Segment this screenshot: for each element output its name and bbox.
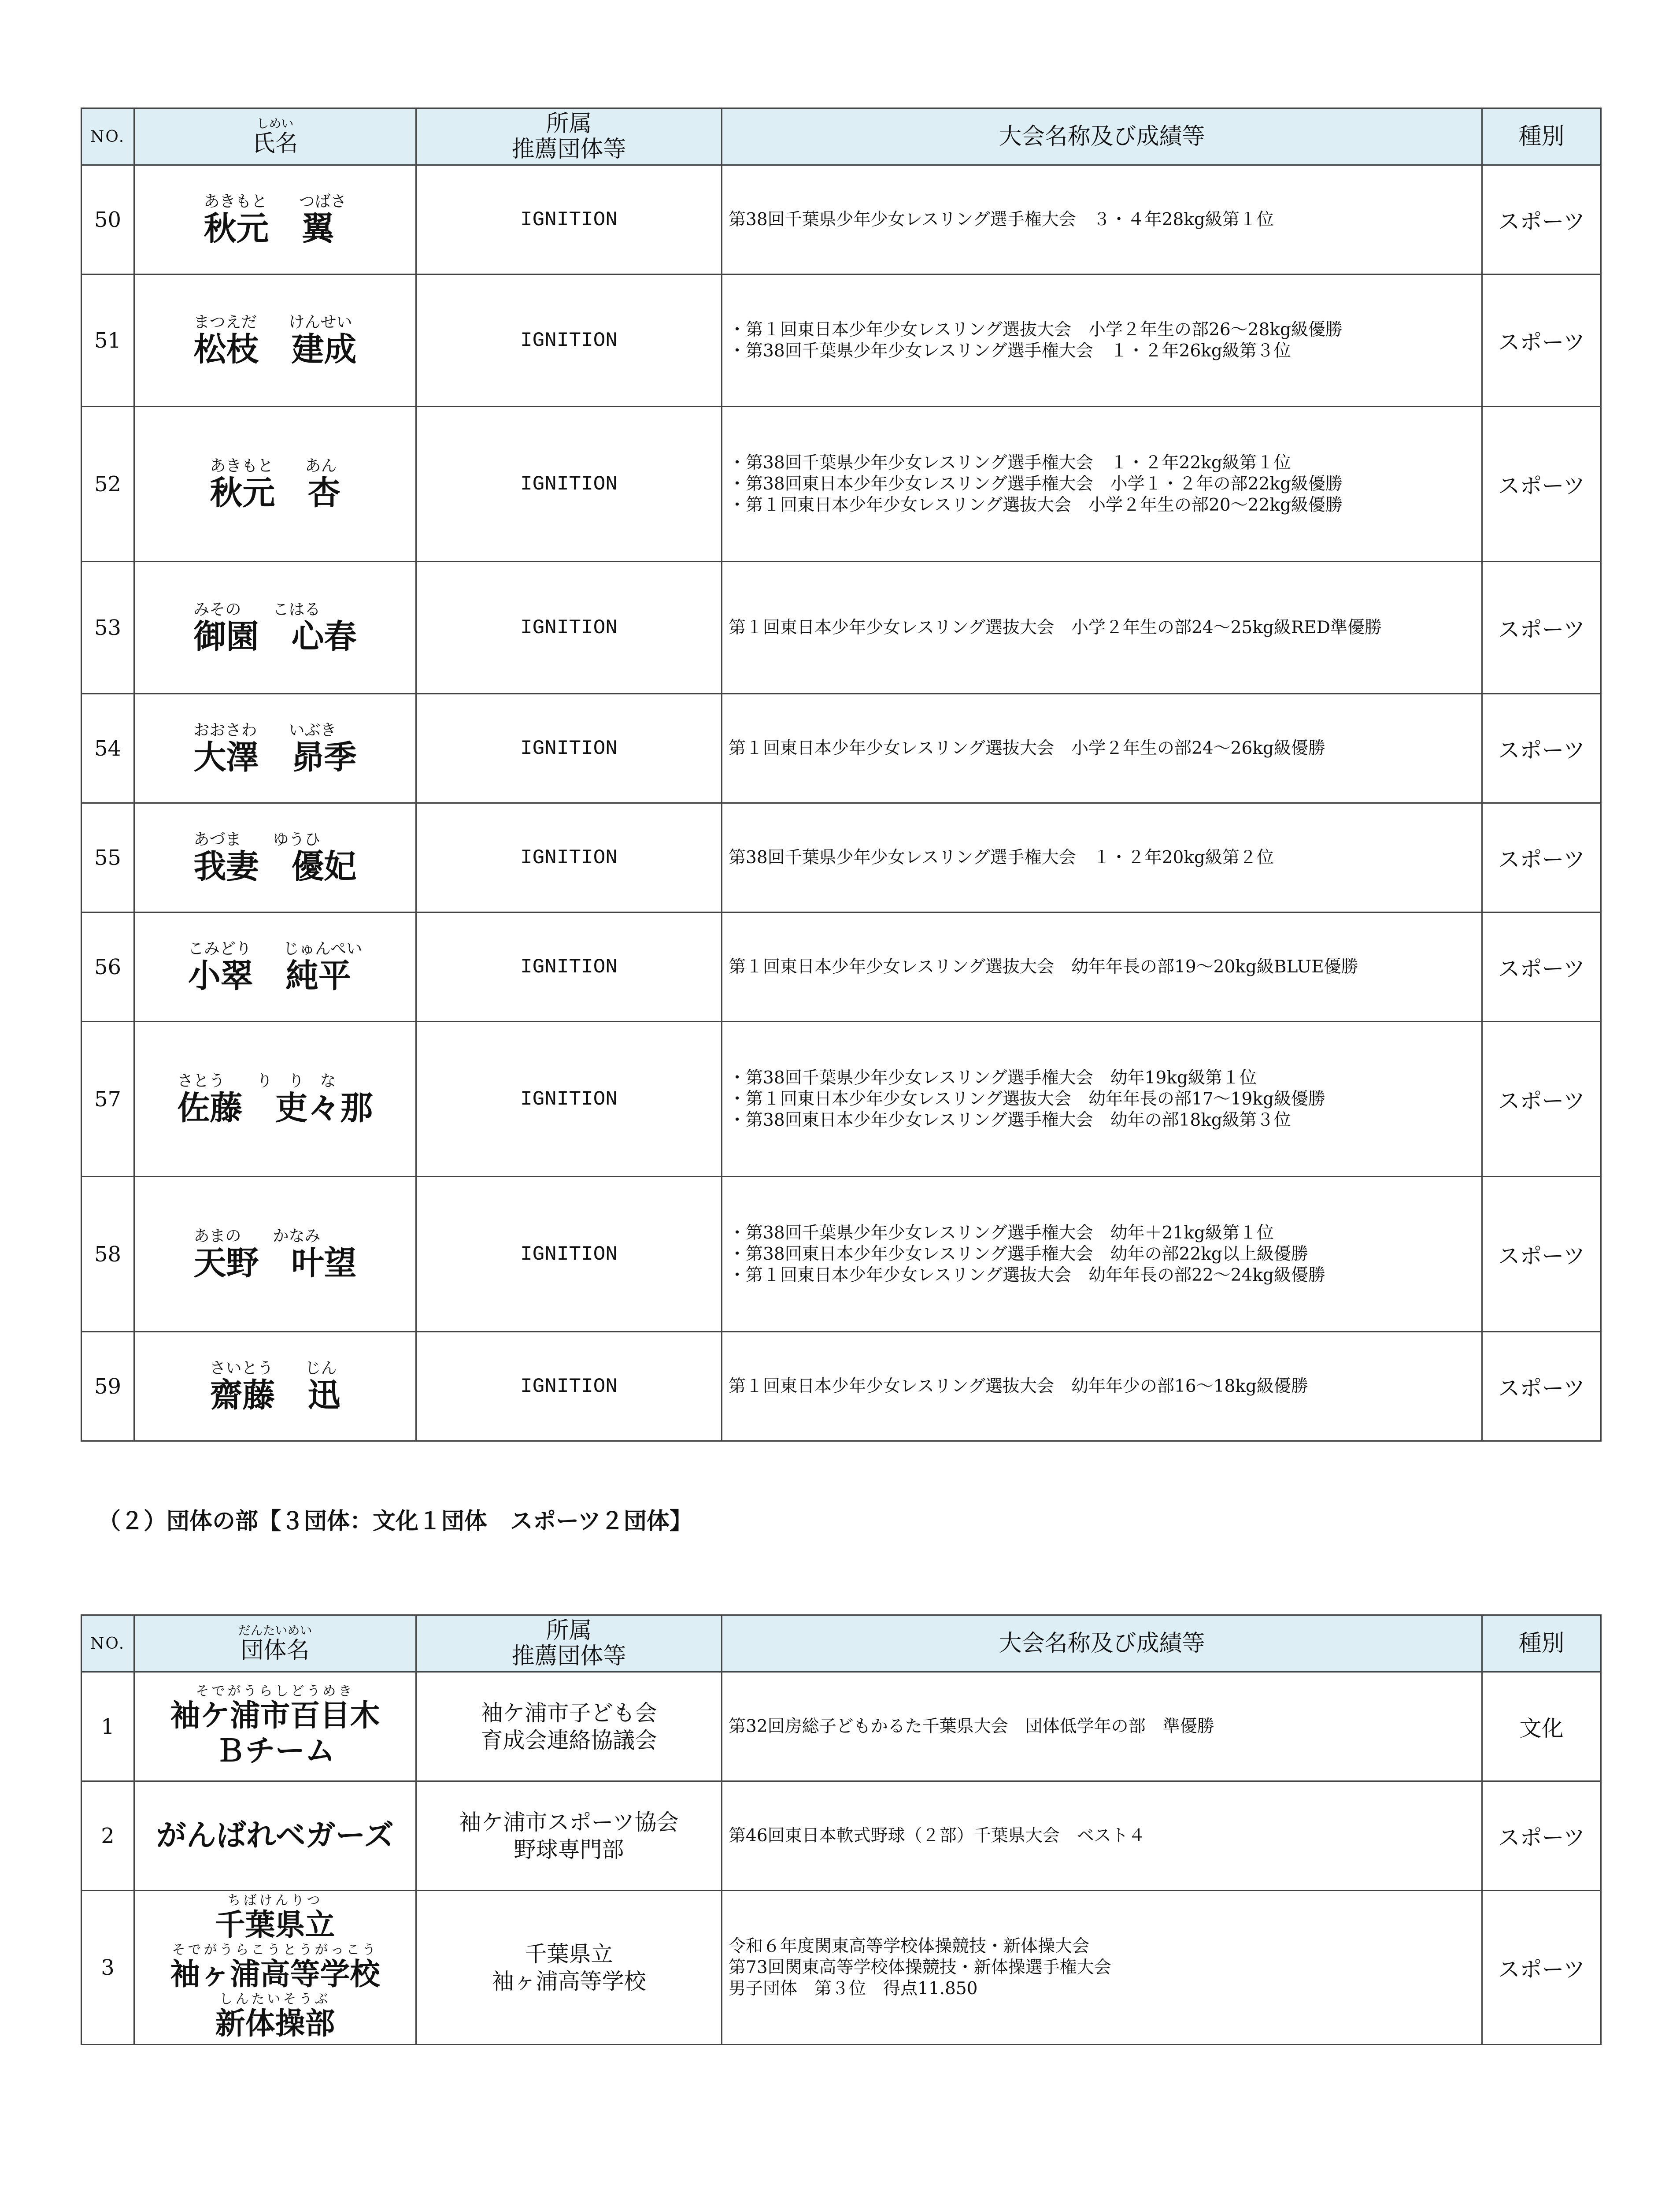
category-cell: スポーツ bbox=[1482, 1022, 1601, 1177]
org-cell bbox=[416, 1781, 722, 1891]
name-cell bbox=[134, 1672, 416, 1781]
org-line: 袖ケ浦市スポーツ協会 bbox=[459, 1809, 679, 1835]
person-name bbox=[194, 601, 357, 655]
name-cell bbox=[134, 1177, 416, 1332]
header-name-label: 団体名 bbox=[241, 1637, 310, 1664]
group-name-line: 新体操部 bbox=[215, 2006, 335, 2041]
name-kanji: 御園 心春 bbox=[193, 617, 357, 656]
category-cell: スポーツ bbox=[1482, 1177, 1601, 1332]
details-cell bbox=[722, 803, 1482, 912]
category-cell: スポーツ bbox=[1482, 912, 1601, 1022]
category-cell: スポーツ bbox=[1482, 803, 1601, 912]
category-cell: スポーツ bbox=[1482, 1891, 1601, 2045]
detail-line: ・第１回東日本少年少女レスリング選抜大会 小学２年生の部20〜22kg級優勝 bbox=[729, 495, 1343, 515]
category-cell: 文化 bbox=[1482, 1672, 1601, 1781]
name-ruby: みその こはる bbox=[193, 600, 321, 619]
detail-line: 第32回房総子どもかるた千葉県大会 団体低学年の部 準優勝 bbox=[729, 1716, 1214, 1736]
table-row bbox=[81, 274, 1601, 407]
name-cell bbox=[134, 407, 416, 562]
row-number: 1 bbox=[81, 1672, 134, 1781]
row-number: 58 bbox=[81, 1177, 134, 1332]
org-cell bbox=[416, 1672, 722, 1781]
name-ruby: あまの かなみ bbox=[193, 1227, 321, 1245]
name-ruby: さとう り り な bbox=[177, 1072, 336, 1090]
org-cell: IGNITION bbox=[416, 1332, 722, 1441]
name-ruby: あきもと つばさ bbox=[204, 192, 347, 211]
header-category-label: 種別 bbox=[1518, 123, 1565, 150]
group-name-line: 袖ヶ浦高等学校 bbox=[170, 1957, 380, 1992]
table-row bbox=[81, 1891, 1601, 2045]
details-cell bbox=[722, 1332, 1482, 1441]
details-cell bbox=[722, 1891, 1482, 2045]
row-number: 2 bbox=[81, 1781, 134, 1891]
org-cell: IGNITION bbox=[416, 912, 722, 1022]
row-number: 52 bbox=[81, 407, 134, 562]
detail-line: 第１回東日本少年少女レスリング選抜大会 幼年年長の部19〜20kg級BLUE優勝 bbox=[729, 957, 1358, 977]
name-cell bbox=[134, 1332, 416, 1441]
group-name-line: がんばれベガーズ bbox=[156, 1818, 394, 1853]
header-name bbox=[134, 108, 416, 165]
category-cell: スポーツ bbox=[1482, 407, 1601, 562]
name-cell bbox=[134, 165, 416, 274]
group-name bbox=[156, 1818, 394, 1854]
detail-line: ・第38回千葉県少年少女レスリング選手権大会 幼年19kg級第１位 bbox=[729, 1068, 1257, 1088]
detail-line: ・第１回東日本少年少女レスリング選抜大会 幼年年長の部22〜24kg級優勝 bbox=[729, 1265, 1325, 1285]
group-table bbox=[81, 1614, 1602, 2045]
header-org bbox=[416, 1615, 722, 1672]
name-ruby: さいとう じん bbox=[210, 1359, 337, 1377]
category-cell: スポーツ bbox=[1482, 562, 1601, 694]
header-name-ruby: しめい bbox=[256, 116, 294, 131]
details-cell bbox=[722, 274, 1482, 407]
detail-line: 男子団体 第３位 得点11.850 bbox=[729, 1978, 978, 1999]
details-cell bbox=[722, 1672, 1482, 1781]
details-cell bbox=[722, 694, 1482, 803]
category-cell: スポーツ bbox=[1482, 165, 1601, 274]
name-ruby: こみどり じゅんぺい bbox=[188, 939, 363, 958]
name-ruby: あきもと あん bbox=[210, 456, 337, 475]
header-org-line2: 推薦団体等 bbox=[511, 136, 626, 163]
details-cell bbox=[722, 1177, 1482, 1332]
name-kanji: 齋藤 迅 bbox=[210, 1376, 340, 1414]
table-row bbox=[81, 1672, 1601, 1781]
name-cell bbox=[134, 562, 416, 694]
name-kanji: 小翠 純平 bbox=[188, 957, 351, 995]
detail-line: ・第38回東日本少年少女レスリング選手権大会 小学１・２年の部22kg級優勝 bbox=[729, 474, 1343, 494]
person-name bbox=[194, 314, 357, 367]
table-row bbox=[81, 1177, 1601, 1332]
table-row bbox=[81, 1332, 1601, 1441]
name-kanji: 佐藤 吏々那 bbox=[177, 1089, 373, 1127]
detail-line: 第46回東日本軟式野球（２部）千葉県大会 ベスト４ bbox=[729, 1825, 1146, 1846]
details-cell bbox=[722, 407, 1482, 562]
header-details bbox=[722, 1615, 1482, 1672]
name-cell bbox=[134, 1891, 416, 2045]
table-row bbox=[81, 912, 1601, 1022]
individual-table-header bbox=[81, 108, 1601, 165]
header-name-label: 氏名 bbox=[252, 130, 298, 157]
name-cell bbox=[134, 803, 416, 912]
person-name bbox=[178, 1072, 373, 1126]
row-number: 57 bbox=[81, 1022, 134, 1177]
org-cell: IGNITION bbox=[416, 1177, 722, 1332]
org-cell: IGNITION bbox=[416, 165, 722, 274]
row-number: 3 bbox=[81, 1891, 134, 2045]
row-number: 53 bbox=[81, 562, 134, 694]
org-cell: IGNITION bbox=[416, 274, 722, 407]
header-category-label: 種別 bbox=[1518, 1630, 1565, 1657]
category-cell: スポーツ bbox=[1482, 1781, 1601, 1891]
category-cell: スポーツ bbox=[1482, 1332, 1601, 1441]
row-number: 55 bbox=[81, 803, 134, 912]
group-name-ruby: ちばけんりつ bbox=[227, 1892, 323, 1908]
header-category bbox=[1482, 108, 1601, 165]
header-name bbox=[134, 1615, 416, 1672]
detail-line: ・第38回東日本少年少女レスリング選手権大会 幼年の部18kg級第３位 bbox=[729, 1110, 1291, 1130]
row-number: 50 bbox=[81, 165, 134, 274]
org-line: 袖ケ浦市子ども会 bbox=[481, 1700, 657, 1726]
detail-line: ・第38回千葉県少年少女レスリング選手権大会 １・２年26kg級第３位 bbox=[729, 341, 1291, 361]
person-name bbox=[204, 193, 346, 247]
detail-line: 第１回東日本少年少女レスリング選抜大会 小学２年生の部24〜25kg級RED準優勝 bbox=[729, 617, 1382, 638]
individual-table bbox=[81, 108, 1602, 1442]
name-kanji: 秋元 杏 bbox=[210, 474, 340, 512]
group-name-line: 千葉県立 bbox=[215, 1907, 335, 1943]
name-cell bbox=[134, 1781, 416, 1891]
details-cell bbox=[722, 165, 1482, 274]
name-ruby: あづま ゆうひ bbox=[193, 830, 321, 849]
detail-line: 第１回東日本少年少女レスリング選抜大会 小学２年生の部24〜26kg級優勝 bbox=[729, 738, 1325, 758]
person-name bbox=[194, 1228, 357, 1281]
name-cell bbox=[134, 912, 416, 1022]
name-kanji: 天野 叶望 bbox=[193, 1244, 357, 1282]
org-cell: IGNITION bbox=[416, 407, 722, 562]
row-number: 59 bbox=[81, 1332, 134, 1441]
person-name bbox=[210, 1360, 340, 1413]
header-details-label: 大会名称及び成績等 bbox=[999, 1630, 1205, 1657]
org-cell: IGNITION bbox=[416, 803, 722, 912]
person-name bbox=[210, 457, 340, 511]
detail-line: ・第38回東日本少年少女レスリング選手権大会 幼年の部22kg以上級優勝 bbox=[729, 1244, 1308, 1264]
org-line: 袖ヶ浦高等学校 bbox=[492, 1968, 646, 1994]
detail-line: ・第１回東日本少年少女レスリング選抜大会 小学２年生の部26〜28kg級優勝 bbox=[729, 319, 1343, 340]
group-name-line: Ｂチーム bbox=[215, 1733, 335, 1769]
org-cell: IGNITION bbox=[416, 694, 722, 803]
detail-line: ・第38回千葉県少年少女レスリング選手権大会 １・２年22kg級第１位 bbox=[729, 452, 1291, 473]
detail-line: ・第38回千葉県少年少女レスリング選手権大会 幼年＋21kg級第１位 bbox=[729, 1223, 1274, 1243]
person-name bbox=[194, 831, 357, 885]
org-line: 千葉県立 bbox=[525, 1941, 613, 1967]
row-number: 54 bbox=[81, 694, 134, 803]
group-name bbox=[170, 1684, 380, 1769]
detail-line: 第73回関東高等学校体操競技・新体操選手権大会 bbox=[729, 1957, 1111, 1977]
detail-line: 第１回東日本少年少女レスリング選抜大会 幼年年少の部16〜18kg級優勝 bbox=[729, 1376, 1308, 1396]
name-ruby: おおさわ いぶき bbox=[193, 721, 337, 739]
row-number: 51 bbox=[81, 274, 134, 407]
name-cell bbox=[134, 694, 416, 803]
header-no: NO. bbox=[81, 108, 134, 165]
header-no: NO. bbox=[81, 1615, 134, 1672]
org-cell: IGNITION bbox=[416, 562, 722, 694]
table-row bbox=[81, 803, 1601, 912]
table-row bbox=[81, 562, 1601, 694]
name-cell bbox=[134, 274, 416, 407]
header-details-label: 大会名称及び成績等 bbox=[999, 123, 1205, 150]
table-row bbox=[81, 165, 1601, 274]
details-cell bbox=[722, 1022, 1482, 1177]
table-row bbox=[81, 407, 1601, 562]
group-name-ruby: そでがうらしどうめき bbox=[196, 1683, 355, 1699]
table-row bbox=[81, 1022, 1601, 1177]
person-name bbox=[194, 722, 357, 775]
table-row bbox=[81, 1781, 1601, 1891]
header-category bbox=[1482, 1615, 1601, 1672]
header-org-line1: 所属 bbox=[546, 111, 592, 137]
detail-line: 第38回千葉県少年少女レスリング選手権大会 ３・４年28kg級第１位 bbox=[729, 209, 1274, 230]
detail-line: 第38回千葉県少年少女レスリング選手権大会 １・２年20kg級第２位 bbox=[729, 847, 1274, 868]
name-cell bbox=[134, 1022, 416, 1177]
org-line: 育成会連絡協議会 bbox=[481, 1727, 657, 1753]
header-org-line2: 推薦団体等 bbox=[511, 1643, 626, 1669]
category-cell: スポーツ bbox=[1482, 274, 1601, 407]
header-org-line1: 所属 bbox=[546, 1617, 592, 1644]
detail-line: ・第１回東日本少年少女レスリング選抜大会 幼年年長の部17〜19kg級優勝 bbox=[729, 1089, 1325, 1109]
group-name bbox=[170, 1894, 380, 2042]
name-kanji: 大澤 昴季 bbox=[193, 738, 357, 776]
details-cell bbox=[722, 912, 1482, 1022]
org-line: 野球専門部 bbox=[514, 1836, 624, 1862]
detail-line: 令和６年度関東高等学校体操競技・新体操大会 bbox=[729, 1936, 1090, 1956]
header-details bbox=[722, 108, 1482, 165]
category-cell: スポーツ bbox=[1482, 694, 1601, 803]
group-table-header bbox=[81, 1615, 1601, 1672]
row-number: 56 bbox=[81, 912, 134, 1022]
header-org bbox=[416, 108, 722, 165]
name-kanji: 松枝 建成 bbox=[193, 330, 357, 368]
group-name-line: 袖ケ浦市百目木 bbox=[170, 1698, 380, 1733]
details-cell bbox=[722, 1781, 1482, 1891]
name-kanji: 我妻 優妃 bbox=[193, 847, 357, 886]
section-heading: （２）団体の部【３団体：文化１団体 スポーツ２団体】 bbox=[98, 1508, 692, 1535]
table-row bbox=[81, 694, 1601, 803]
org-cell bbox=[416, 1891, 722, 2045]
group-name-ruby: そでがうらこうとうがっこう bbox=[172, 1942, 378, 1958]
person-name bbox=[188, 940, 362, 994]
name-kanji: 秋元 翼 bbox=[204, 209, 334, 248]
org-cell: IGNITION bbox=[416, 1022, 722, 1177]
header-name-ruby: だんたいめい bbox=[238, 1623, 312, 1638]
name-ruby: まつえだ けんせい bbox=[193, 313, 352, 331]
details-cell bbox=[722, 562, 1482, 694]
group-name-ruby: しんたいそうぶ bbox=[219, 1991, 331, 2007]
